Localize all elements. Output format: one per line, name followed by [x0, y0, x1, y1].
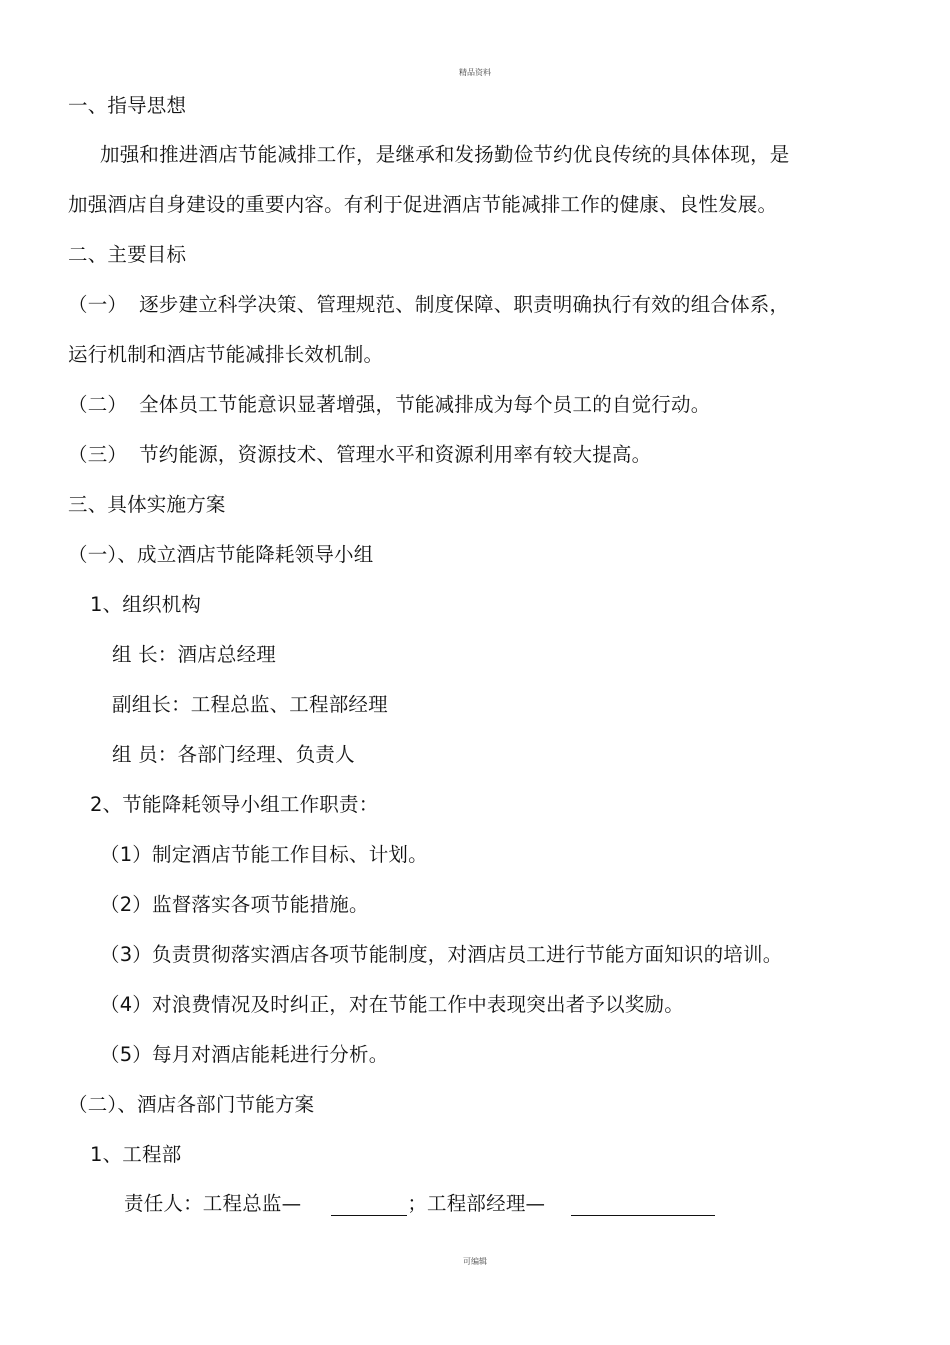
org-members: 组 员：各部门经理、负责人: [112, 743, 355, 766]
section-heading: （二）、酒店各部门节能方案: [68, 1093, 315, 1116]
goal-text: 全体员工节能意识显著增强，节能减排成为每个员工的自觉行动。: [139, 393, 711, 416]
responsible-label: 责任人：工程总监—: [124, 1192, 302, 1215]
heading-guiding-ideology: 一、指导思想: [68, 94, 187, 117]
goal-item: [68, 293, 789, 317]
heading-main-goals: 二、主要目标: [68, 243, 187, 266]
paragraph-line: 运行机制和酒店节能减排长效机制。: [68, 343, 384, 366]
goal-text: 节约能源，资源技术、管理水平和资源利用率有较大提高。: [139, 443, 652, 466]
goal-number: （一）: [68, 293, 128, 316]
org-leader: 组 长：酒店总经理: [112, 643, 276, 666]
blank-fill-line: [571, 1195, 715, 1216]
duty-item: （1）制定酒店节能工作目标、计划。: [100, 843, 428, 866]
duty-item: （5）每月对酒店能耗进行分析。: [100, 1043, 389, 1066]
subsection-heading: 1、组织机构: [90, 593, 202, 616]
section-heading: （一）、成立酒店节能降耗领导小组: [68, 543, 374, 566]
goal-item: [68, 393, 710, 417]
blank-fill-line: [331, 1195, 407, 1216]
paragraph-line: 加强和推进酒店节能减排工作，是继承和发扬勤俭节约优良传统的具体体现，是: [100, 143, 790, 166]
org-vice-leader: 副组长：工程总监、工程部经理: [112, 693, 388, 716]
responsible-person-line: [124, 1192, 715, 1216]
footer-watermark: 可编辑: [463, 1257, 487, 1266]
goal-item: [68, 443, 651, 467]
paragraph-line: 加强酒店自身建设的重要内容。有利于促进酒店节能减排工作的健康、良性发展。: [68, 193, 778, 216]
duty-item: （4）对浪费情况及时纠正，对在节能工作中表现突出者予以奖励。: [100, 993, 684, 1016]
heading-implementation-plan: 三、具体实施方案: [68, 493, 226, 516]
goal-text: 逐步建立科学决策、管理规范、制度保障、职责明确执行有效的组合体系，: [139, 293, 790, 316]
header-watermark: 精品资料: [459, 68, 491, 77]
duty-item: （3）负责贯彻落实酒店各项节能制度，对酒店员工进行节能方面知识的培训。: [100, 943, 783, 966]
goal-number: （三）: [68, 443, 128, 466]
subsection-heading: 2、节能降耗领导小组工作职责：: [90, 793, 379, 816]
responsible-label: ；工程部经理—: [407, 1192, 546, 1215]
subsection-heading: 1、工程部: [90, 1143, 182, 1166]
duty-item: （2）监督落实各项节能措施。: [100, 893, 369, 916]
goal-number: （二）: [68, 393, 128, 416]
